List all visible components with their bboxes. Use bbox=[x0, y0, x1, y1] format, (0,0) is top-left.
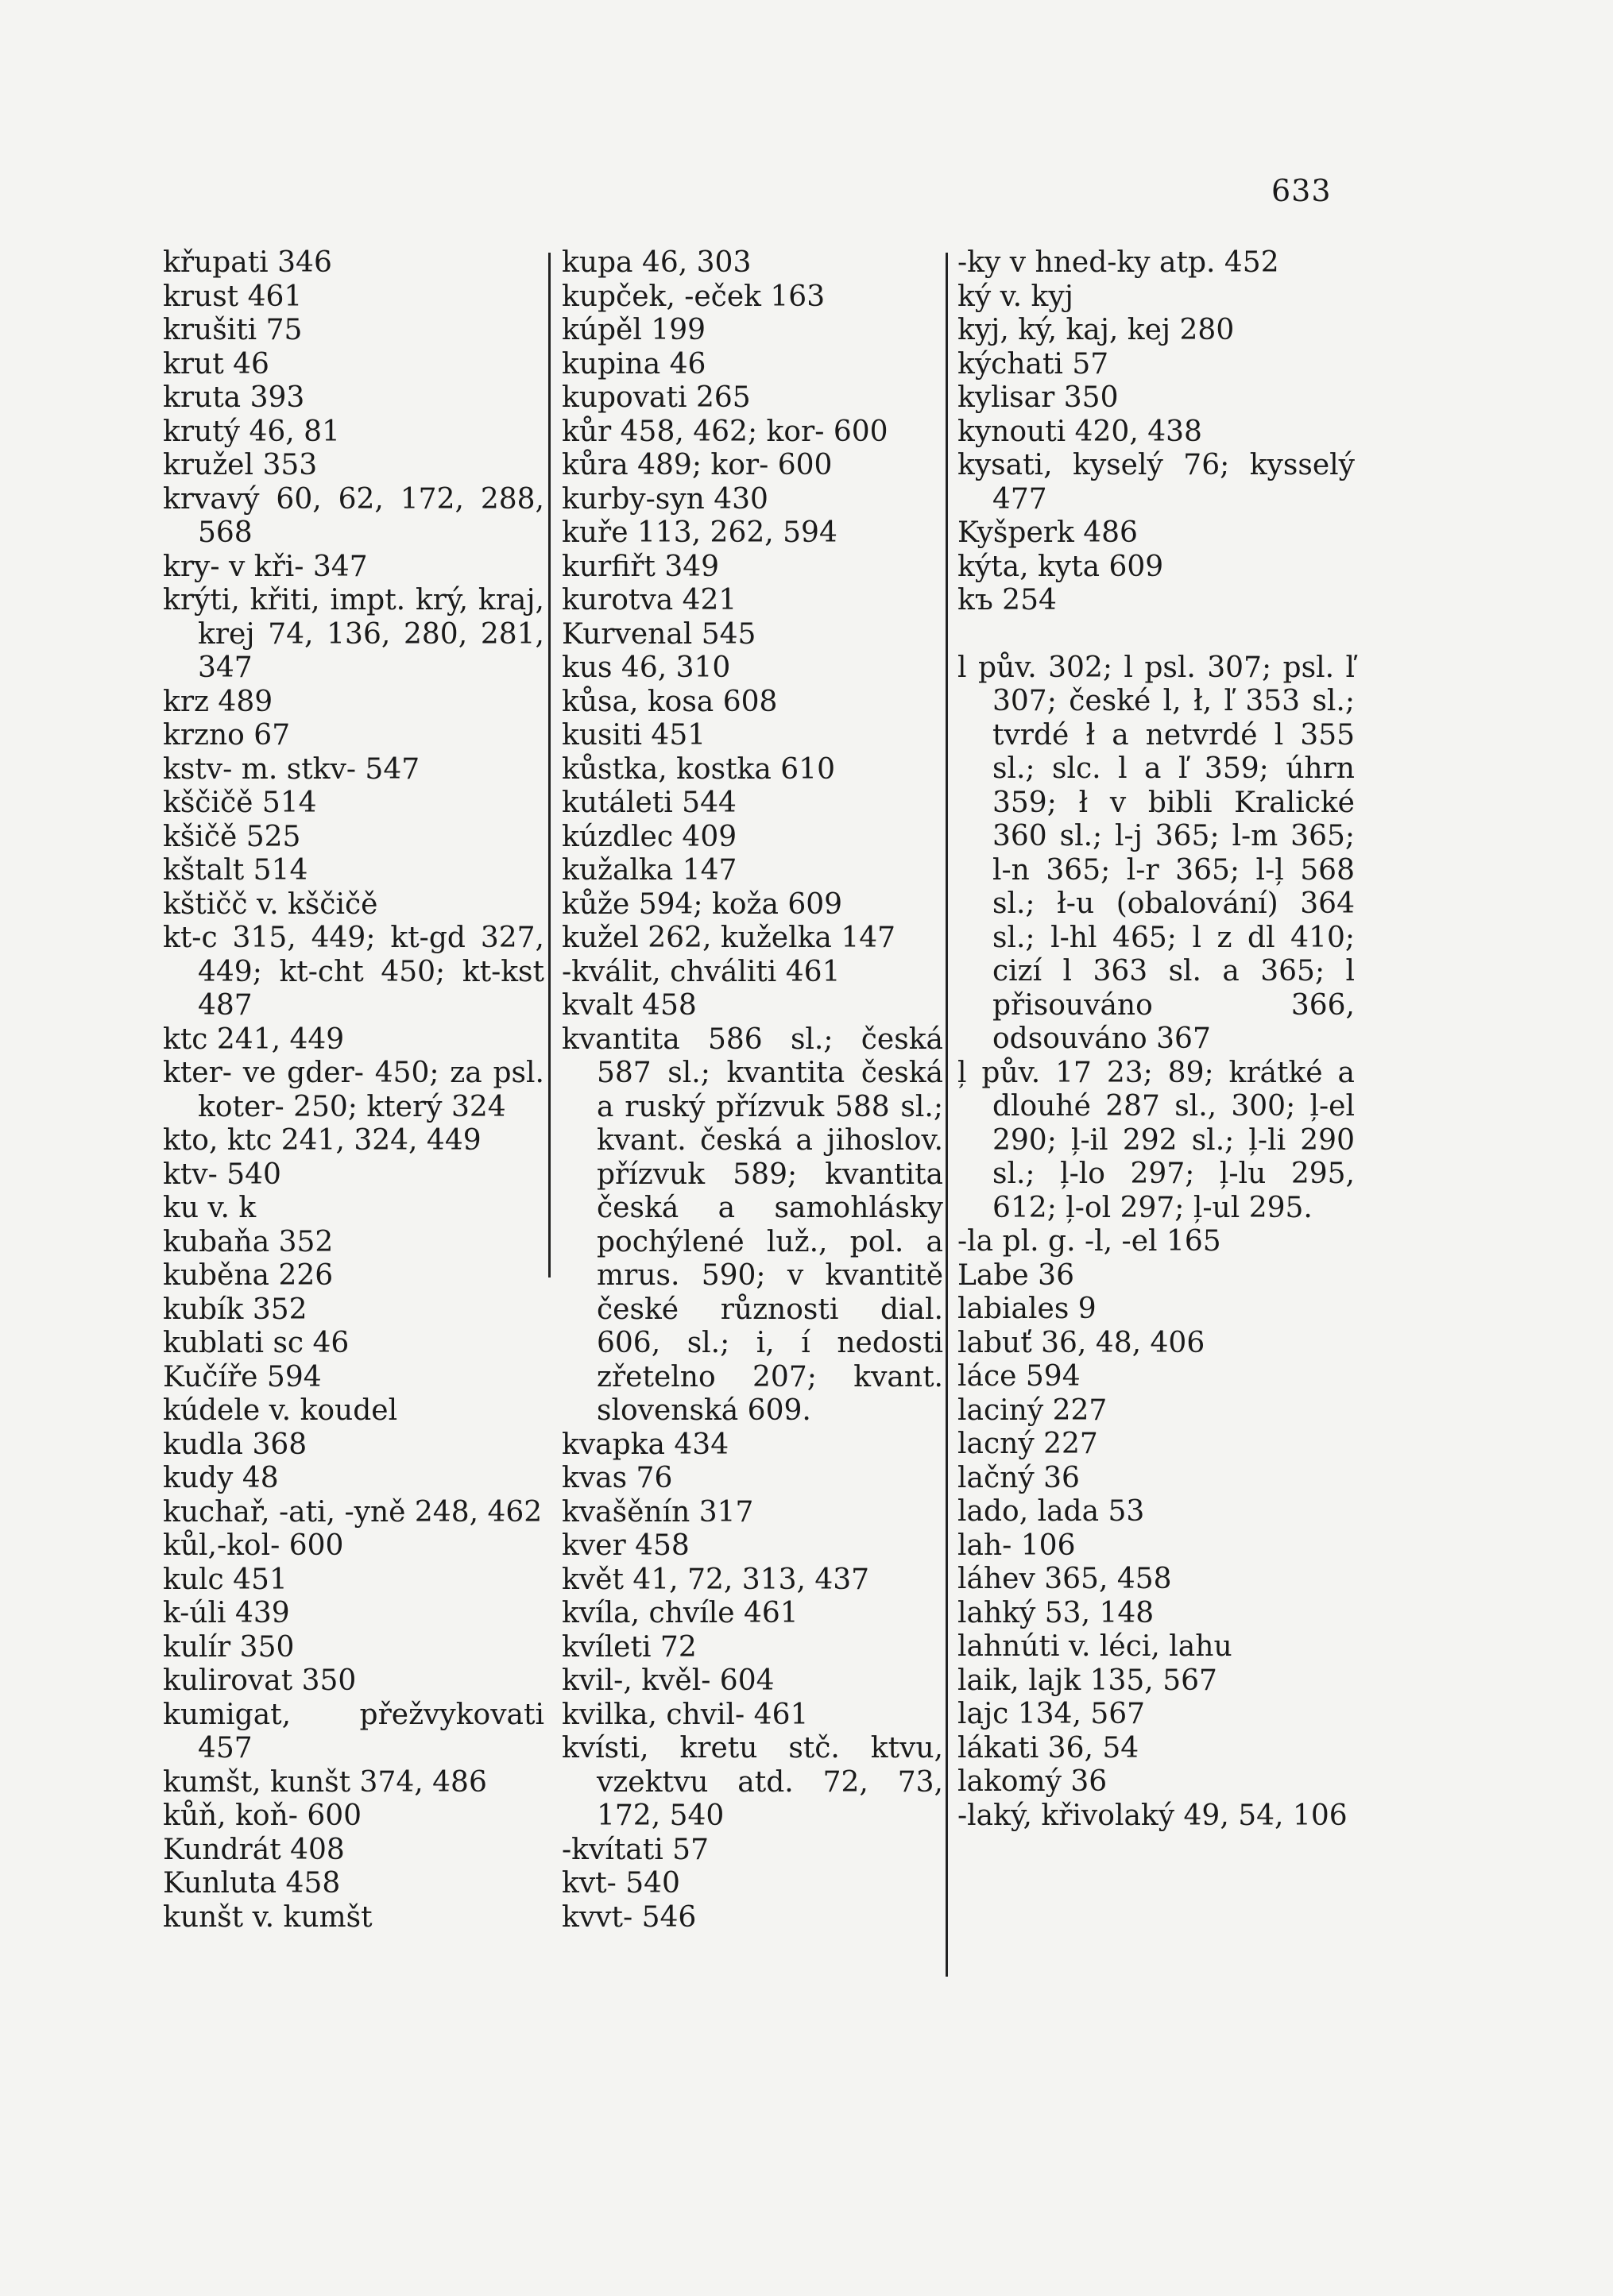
index-entry: kъ 254 bbox=[957, 584, 1057, 617]
page-number: 633 bbox=[1271, 173, 1332, 208]
index-entry: kščičě 514 bbox=[163, 787, 317, 819]
index-entry: kter- ve gder- 450; za psl. koter- 250; který 324 bbox=[163, 1057, 544, 1123]
index-entry: lah- 106 bbox=[957, 1529, 1076, 1562]
index-entry: Kučíře 594 bbox=[163, 1360, 322, 1393]
index-entry: kstv- m. stkv- 547 bbox=[163, 752, 420, 786]
index-entry: kůra 489; kor- 600 bbox=[562, 449, 833, 481]
index-entry: kvantita 586 sl.; česká 587 sl.; kvantita česká a ruský přízvuk 588 sl.; kvant. česká a jihoslov. přízvuk 589; kvantita česká a samohlásky pochýlené luž., pol. a mrus. 590; v kvantitě české různosti dial. 606, sl.; i, í nedosti zřetelno 207; kvant. slovenská 609. bbox=[562, 1022, 943, 1427]
index-entry: kylisar 350 bbox=[957, 381, 1119, 414]
index-entry: krvavý 60, 62, 172, 288, 568 bbox=[163, 482, 544, 549]
index-entry: kšičě 525 bbox=[163, 820, 301, 853]
index-entry: kupovati 265 bbox=[562, 381, 751, 414]
index-entry: lacný 227 bbox=[957, 1428, 1098, 1460]
index-entry: kurfiřt 349 bbox=[562, 550, 720, 583]
index-entry: krušiti 75 bbox=[163, 314, 303, 346]
index-entry: kvil-, kvěl- 604 bbox=[562, 1664, 775, 1697]
index-entry: kry- v kři- 347 bbox=[163, 550, 368, 583]
index-entry: krust 461 bbox=[163, 280, 303, 313]
index-entry: kvísti, kretu stč. ktvu, vzektvu atd. 72, 73, 172, 540 bbox=[562, 1732, 943, 1832]
index-entry: kulír 350 bbox=[163, 1630, 295, 1664]
index-entry: kružel 353 bbox=[163, 449, 318, 481]
index-entry: kvapka 434 bbox=[562, 1428, 729, 1461]
index-entry: kuběna 226 bbox=[163, 1259, 334, 1292]
index-entry: kštalt 514 bbox=[163, 854, 308, 887]
index-entry: ktv- 540 bbox=[163, 1158, 281, 1191]
index-entry: kužel 262, kuželka 147 bbox=[562, 922, 896, 954]
index-entry: ku v. k bbox=[163, 1192, 257, 1224]
column-divider-1 bbox=[548, 253, 551, 1277]
index-entry: krut 46 bbox=[163, 347, 269, 381]
index-entry: -kvítati 57 bbox=[562, 1833, 709, 1866]
index-entry: krzno 67 bbox=[163, 719, 291, 752]
index-entry: kýta, kyta 609 bbox=[957, 550, 1164, 583]
index-column-1 bbox=[163, 246, 544, 1935]
index-entry: kúdele v. koudel bbox=[163, 1394, 398, 1427]
index-entry: laik, lajk 135, 567 bbox=[957, 1664, 1217, 1697]
index-entry: lahký 53, 148 bbox=[957, 1596, 1155, 1629]
index-entry: láhev 365, 458 bbox=[957, 1563, 1172, 1595]
index-entry: kvilka, chvil- 461 bbox=[562, 1698, 809, 1731]
index-entry: křupati 346 bbox=[163, 246, 332, 279]
index-entry: kunšt v. kumšt bbox=[163, 1900, 373, 1934]
index-entry: ký v. kyj bbox=[957, 280, 1073, 313]
index-entry: krutý 46, 81 bbox=[163, 415, 340, 448]
index-entry: ļ pův. 17 23; 89; krátké a dlouhé 287 sl., 300; ļ-el 290; ļ-il 292 sl.; ļ-li 290 sl.; ļ-lo 297; ļ-lu 295, 612; ļ-ol 297; ļ-ul 295. bbox=[957, 1056, 1355, 1224]
index-entry: kužalka 147 bbox=[562, 854, 737, 887]
index-entry: kudla 368 bbox=[163, 1428, 308, 1461]
index-entry: kus 46, 310 bbox=[562, 651, 731, 684]
index-entry: Kundrát 408 bbox=[163, 1833, 345, 1866]
index-entry: kyj, ký, kaj, kej 280 bbox=[957, 314, 1235, 346]
index-entry: -laký, křivolaký 49, 54, 106 bbox=[957, 1799, 1348, 1832]
index-entry: krýti, křiti, impt. krý, kraj, krej 74, 136, 280, 281, 347 bbox=[163, 584, 544, 684]
index-entry: kuře 113, 262, 594 bbox=[562, 516, 837, 549]
index-entry: kupček, -eček 163 bbox=[562, 280, 826, 313]
index-entry: kruta 393 bbox=[163, 381, 305, 414]
index-entry: kůl,-kol- 600 bbox=[163, 1529, 344, 1562]
index-entry: Labe 36 bbox=[957, 1258, 1074, 1292]
index-entry: labuť 36, 48, 406 bbox=[957, 1326, 1205, 1359]
index-entry: lákati 36, 54 bbox=[957, 1731, 1139, 1765]
index-entry: Kyšperk 486 bbox=[957, 516, 1138, 549]
index-entry: kvíla, chvíle 461 bbox=[562, 1597, 799, 1629]
index-entry: láce 594 bbox=[957, 1360, 1081, 1393]
index-entry: kůže 594; koža 609 bbox=[562, 887, 843, 921]
index-entry: kurby-syn 430 bbox=[562, 482, 768, 516]
index-entry: kůň, koň- 600 bbox=[163, 1799, 362, 1832]
index-entry: kýchati 57 bbox=[957, 347, 1109, 381]
column-divider-2 bbox=[946, 253, 948, 1977]
index-column-2 bbox=[562, 246, 943, 1935]
index-entry: krz 489 bbox=[163, 685, 273, 718]
index-entry: k-úli 439 bbox=[163, 1597, 290, 1629]
index-entry: kt-c 315, 449; kt-gd 327, 449; kt-cht 450; kt-kst 487 bbox=[163, 922, 544, 1022]
index-entry: kůsa, kosa 608 bbox=[562, 685, 778, 718]
index-entry: kůstka, kostka 610 bbox=[562, 752, 835, 786]
index-entry: kvašěnín 317 bbox=[562, 1495, 754, 1529]
index-entry: labiales 9 bbox=[957, 1293, 1097, 1325]
index-entry: Kunluta 458 bbox=[163, 1867, 341, 1900]
index-entry: kutáleti 544 bbox=[562, 787, 737, 819]
index-entry: kvas 76 bbox=[562, 1462, 673, 1494]
index-entry: kupina 46 bbox=[562, 347, 706, 381]
index-entry: lajc 134, 567 bbox=[957, 1698, 1146, 1730]
index-entry: kurotva 421 bbox=[562, 584, 737, 617]
index-entry: kumšt, kunšt 374, 486 bbox=[163, 1765, 487, 1799]
index-entry: -ky v hned-ky atp. 452 bbox=[957, 246, 1279, 279]
index-entry: Kurvenal 545 bbox=[562, 617, 756, 651]
index-entry: kusiti 451 bbox=[562, 719, 706, 752]
index-entry: kublati sc 46 bbox=[163, 1327, 350, 1359]
index-entry: l pův. 302; l psl. 307; psl. ľ 307; české l, ł, ľ 353 sl.; tvrdé ł a netvrdé l 355 sl.; slc. l a ľ 359; úhrn 359; ł v bibli Kralické 360 sl.; l-j 365; l-m 365; l-n 365; l-r 365; l-ļ 568 sl.; ł-u (obalování) 364 sl.; l-hl 465; l z dl 410; cizí l 363 sl. a 365; l přisouváno 366, odsouváno 367 bbox=[957, 651, 1355, 1055]
index-entry: květ 41, 72, 313, 437 bbox=[562, 1563, 870, 1596]
index-entry: kvvt- 546 bbox=[562, 1900, 697, 1934]
index-entry: lakomý 36 bbox=[957, 1765, 1108, 1798]
index-entry: kštičč v. kščičě bbox=[163, 887, 378, 921]
index-entry: kto, ktc 241, 324, 449 bbox=[163, 1124, 482, 1157]
index-entry: kvíleti 72 bbox=[562, 1630, 697, 1664]
index-entry: kudy 48 bbox=[163, 1462, 279, 1494]
index-entry: kubaňa 352 bbox=[163, 1225, 334, 1258]
index-entry: kumigat, přežvykovati 457 bbox=[163, 1698, 544, 1765]
index-entry: kupa 46, 303 bbox=[562, 246, 752, 279]
index-entry: kúzdlec 409 bbox=[562, 820, 737, 853]
index-entry: lačný 36 bbox=[957, 1461, 1080, 1494]
index-entry: kuchař, -ati, -yně 248, 462 bbox=[163, 1495, 543, 1529]
index-entry: laciný 227 bbox=[957, 1393, 1108, 1427]
index-entry: lado, lada 53 bbox=[957, 1495, 1145, 1528]
index-entry: kubík 352 bbox=[163, 1293, 308, 1326]
index-entry: -la pl. g. -l, -el 165 bbox=[957, 1225, 1221, 1258]
index-entry: -kválit, chváliti 461 bbox=[562, 955, 841, 988]
index-entry: kůr 458, 462; kor- 600 bbox=[562, 415, 888, 448]
index-entry: kúpěl 199 bbox=[562, 314, 706, 346]
index-entry: ktc 241, 449 bbox=[163, 1022, 345, 1056]
index-entry: kysati, kyselý 76; kysselý 477 bbox=[957, 449, 1355, 516]
index-column-3 bbox=[957, 246, 1355, 1833]
index-entry: lahnúti v. léci, lahu bbox=[957, 1630, 1232, 1663]
index-entry: kvalt 458 bbox=[562, 989, 697, 1022]
index-entry: kulc 451 bbox=[163, 1563, 288, 1596]
index-entry: kvt- 540 bbox=[562, 1867, 680, 1900]
index-entry: kulirovat 350 bbox=[163, 1664, 357, 1697]
index-entry: kynouti 420, 438 bbox=[957, 415, 1202, 448]
index-entry: kver 458 bbox=[562, 1529, 690, 1562]
